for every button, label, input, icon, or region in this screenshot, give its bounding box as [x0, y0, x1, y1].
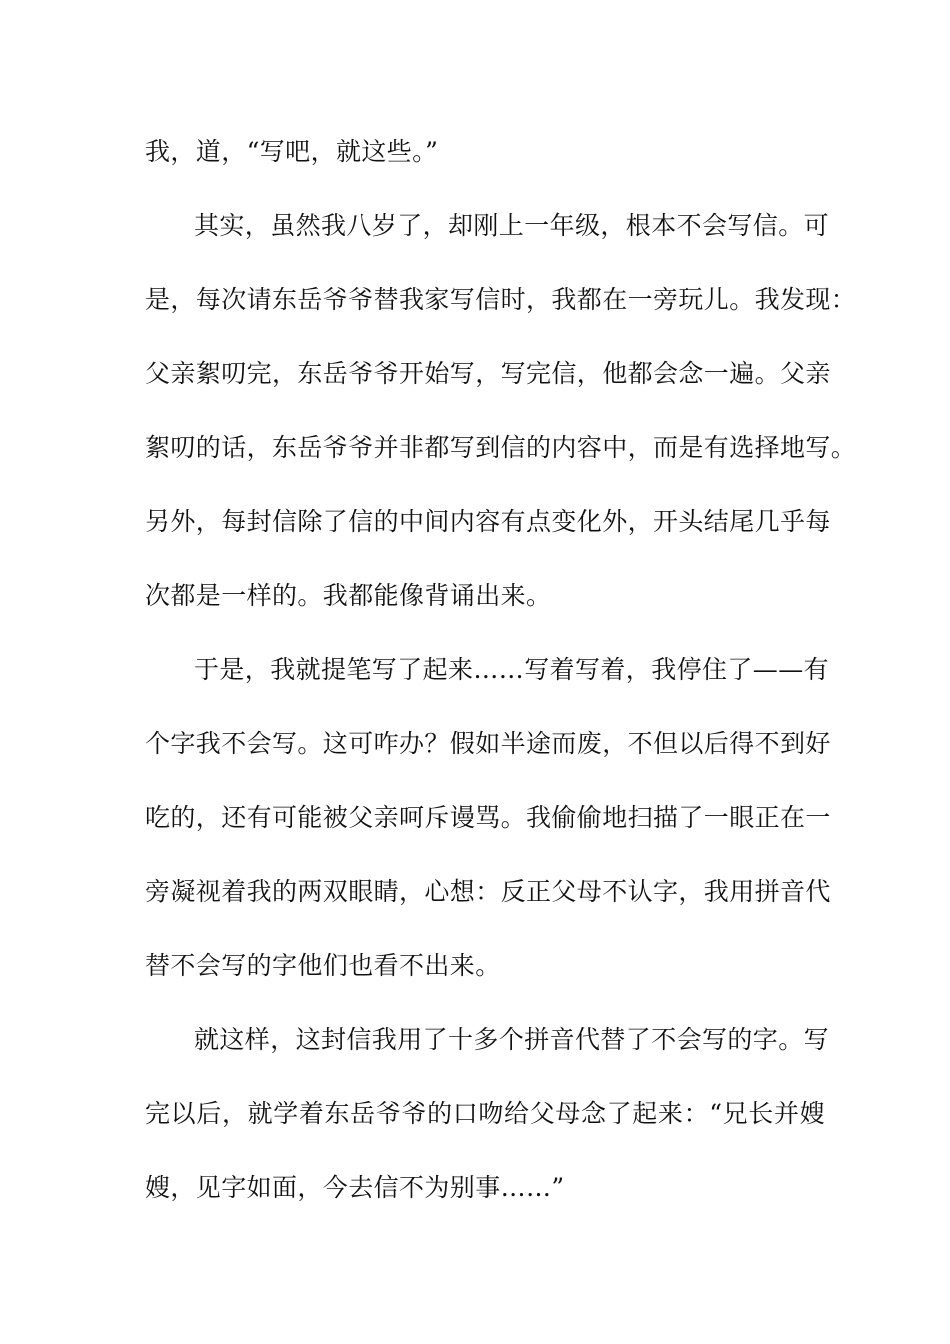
text-line: 我，道，“写吧，就这些。”	[145, 137, 439, 166]
text-line: 是，每次请东岳爷爷替我家写信时，我都在一旁玩儿。我发现：	[145, 285, 857, 314]
text-line: 吃的，还有可能被父亲呵斥谩骂。我偷偷地扫描了一眼正在一	[145, 803, 831, 832]
text-line: 次都是一样的。我都能像背诵出来。	[145, 581, 552, 610]
text-line: 替不会写的字他们也看不出来。	[145, 951, 501, 980]
text-line: 嫂，见字如面，今去信不为别事……”	[145, 1173, 565, 1202]
text-line: 父亲絮叨完，东岳爷爷开始写，写完信，他都会念一遍。父亲	[145, 359, 831, 388]
paragraph-start-line: 就这样，这封信我用了十多个拼音代替了不会写的字。写	[194, 1025, 830, 1054]
paragraph-start-line: 于是，我就提笔写了起来……写着写着，我停住了——有	[194, 655, 830, 684]
text-line: 个字我不会写。这可咋办？假如半途而废，不但以后得不到好	[145, 729, 831, 758]
text-line: 絮叨的话，东岳爷爷并非都写到信的内容中，而是有选择地写。	[145, 433, 857, 462]
text-line: 另外，每封信除了信的中间内容有点变化外，开头结尾几乎每	[145, 507, 831, 536]
text-line: 旁凝视着我的两双眼睛，心想：反正父母不认字，我用拼音代	[145, 877, 831, 906]
text-line: 完以后，就学着东岳爷爷的口吻给父母念了起来：“兄长并嫂	[145, 1099, 825, 1128]
paragraph-start-line: 其实，虽然我八岁了，却刚上一年级，根本不会写信。可	[194, 211, 830, 240]
